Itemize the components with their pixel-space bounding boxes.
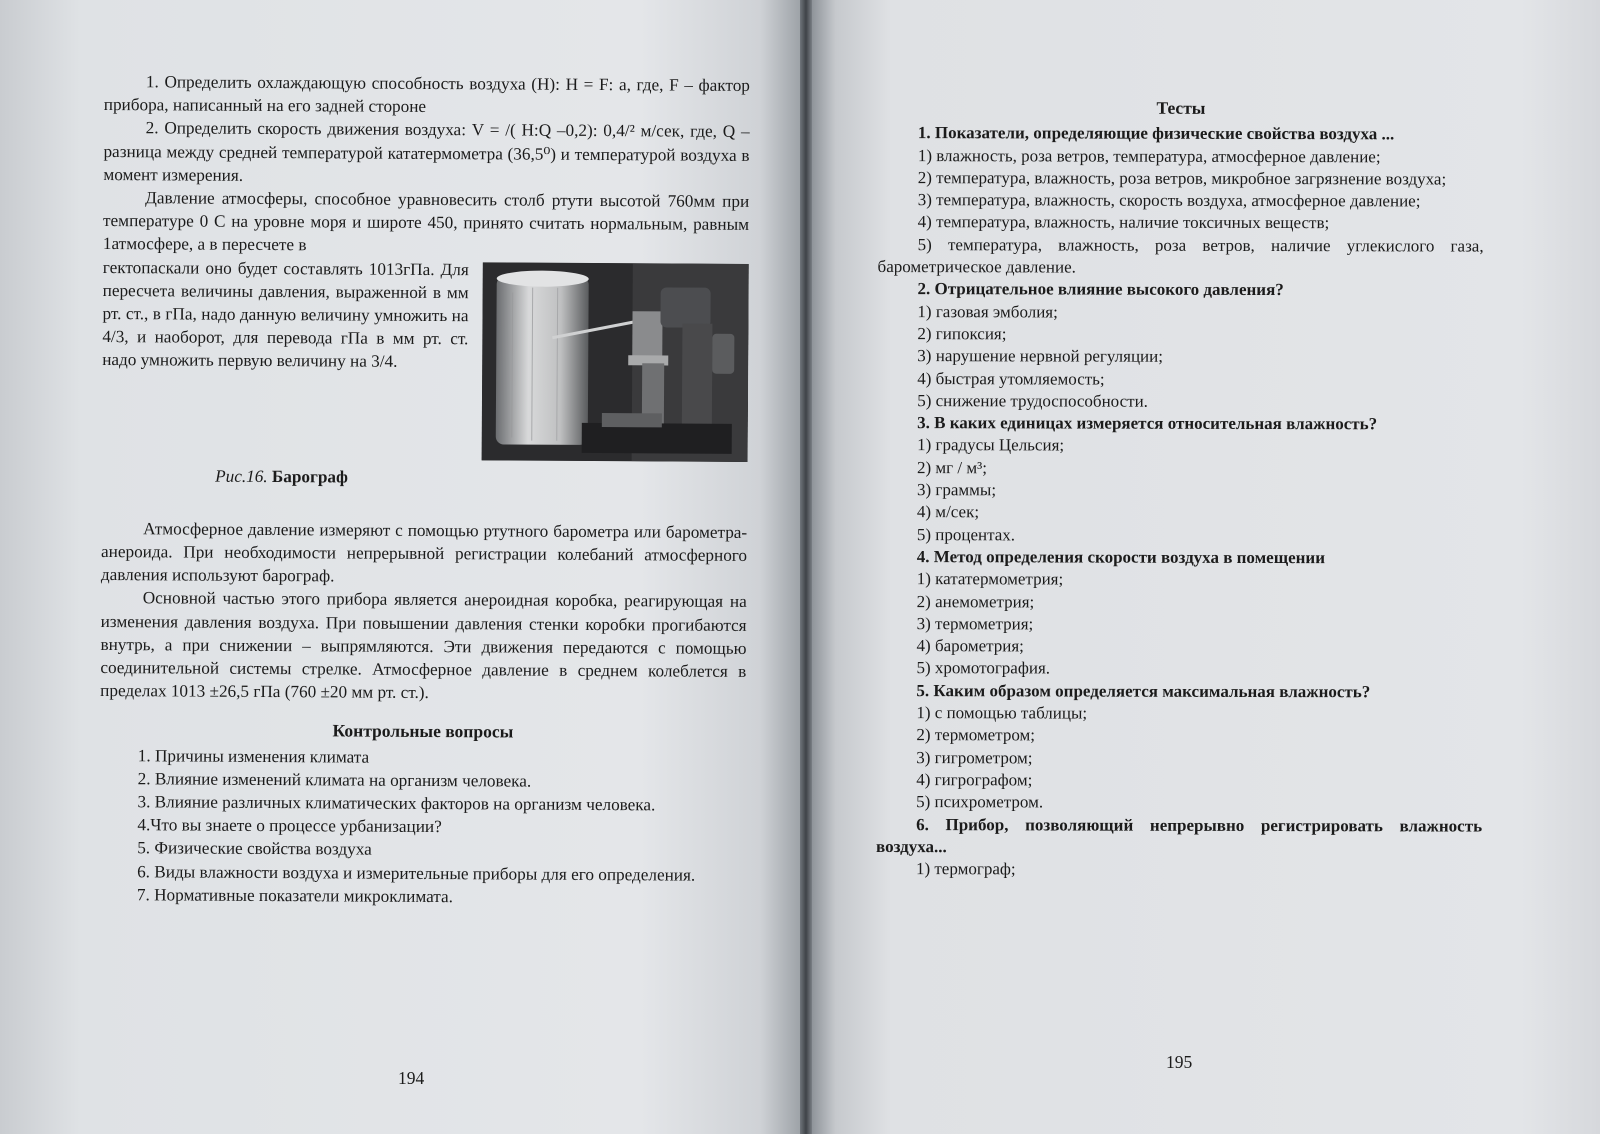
test-answer: 1) с помощью таблицы; [916, 703, 1088, 723]
paragraph: Основной частью этого прибора является анероидная коробка, реагирующая на изменения давления воздуха. При повышении давления стенки коробки прогибаются внутрь, а при снижении – выпрямляются. Эти движения передаются с помощью соединительной системы стрелке. Атмосферное давление в среднем колеблется в пределах 1013 ±26,5 гПа (760 ±20 мм рт. ст.). [100, 588, 747, 703]
test-answer: 5) температура, влажность, роза ветров, наличие углекислого газа, барометрическое давление. [877, 234, 1484, 277]
left-page-text [99, 70, 750, 910]
barograph-image [482, 262, 749, 462]
test-answer: 3) граммы; [916, 480, 997, 500]
list-item: 5. Физические свойства воздуха [137, 838, 372, 860]
test-answer: 2) температура, влажность, роза ветров, микробное загрязнение воздуха; [917, 167, 1447, 189]
tests-title: Тесты [1156, 97, 1206, 118]
list-item: 4.Что вы знаете о процессе урбанизации? [137, 815, 442, 837]
page-number-left: 194 [398, 1068, 425, 1088]
test-question: 4. Метод определения скорости воздуха в помещении [916, 547, 1326, 568]
test-answer: 4) быстрая утомляемость; [917, 368, 1105, 389]
paragraph-wrap: гектопаскали оно будет составлять 1013гПа. Для пересчета величины давления, выраженной в мм рт. ст., в гПа, надо данную величину умножить на 4/3, и наоборот, для перевода гПа в мм рт. ст. надо умножить первую величину на 3/4. [102, 257, 469, 372]
barograph-photo [482, 262, 749, 462]
list-item: 3. Влияние различных климатических факторов на организм человека. [137, 792, 656, 815]
paragraph: Давление атмосферы, способное уравновесить столб ртути высотой 760мм при температуре 0 С на уровне моря и широте 450, принято считать нормальным, равным 1атмосфере, а в пересчете в [102, 188, 750, 255]
figure-caption [101, 464, 461, 489]
test-answer: 1) термограф; [915, 859, 1016, 879]
figure-caption-label: Рис.16. [215, 466, 268, 486]
test-answer: 4) м/сек; [916, 502, 980, 522]
test-question: 2. Отрицательное влияние высокого давления? [917, 279, 1284, 300]
test-question: 1. Показатели, определяющие физические свойства воздуха ... [917, 123, 1395, 144]
test-answer: 1) влажность, роза ветров, температура, атмосферное давление; [917, 145, 1381, 166]
test-answer: 1) градусы Цельсия; [917, 435, 1065, 455]
test-answer: 5) хромотография. [916, 658, 1051, 678]
test-answer: 3) термометрия; [916, 613, 1034, 634]
test-answer: 3) температура, влажность, скорость воздуха, атмосферное давление; [917, 190, 1421, 211]
list-item: 6. Виды влажности воздуха и измерительные приборы для его определения. [137, 861, 696, 885]
page-number-right: 195 [1166, 1052, 1193, 1072]
test-answer: 3) нарушение нервной регуляции; [917, 346, 1164, 367]
test-answer: 1) кататермометрия; [916, 569, 1064, 589]
test-answer: 5) процентах. [916, 524, 1016, 545]
test-answer: 4) гигрографом; [916, 770, 1033, 790]
test-answer: 2) анемометрия; [916, 591, 1035, 611]
list-item: 1. Причины изменения климата [137, 745, 370, 767]
test-answer: 4) барометрия; [916, 636, 1024, 656]
paragraph: 2. Определить скорость движения воздуха: V = /( Н:Q –0,2): 0,4/² м/сек, где, Q – разница между средней температурой кататермометра (36,5⁰) и температурой воздуха в момент измерения. [103, 118, 750, 185]
test-answer: 5) психрометром. [916, 792, 1044, 812]
book-gutter [800, 0, 812, 1134]
test-answer: 2) гипоксия; [917, 324, 1007, 344]
test-question: 5. Каким образом определяется максимальная влажность? [916, 680, 1371, 702]
paragraph: 1. Определить охлаждающую способность воздуха (Н): Н = F: a, где, F – фактор прибора, написанный на его задней стороне [103, 72, 750, 117]
test-answer: 1) газовая эмболия; [917, 301, 1058, 322]
figure-block [101, 256, 749, 521]
test-question: 3. В каких единицах измеряется относительная влажность? [917, 413, 1378, 434]
list-item: 2. Влияние изменений климата на организм человека. [137, 769, 532, 791]
test-answer: 2) термометром; [916, 725, 1036, 745]
figure-caption-title: Барограф [271, 466, 348, 487]
test-answer: 5) снижение трудоспособности. [917, 390, 1148, 411]
right-page-text [876, 96, 1484, 882]
paragraph: Атмосферное давление измеряют с помощью ртутного барометра или барометра-анероида. При необходимости непрерывной регистрации колебаний атмосферного давления используют барограф. [100, 519, 748, 586]
section-title: Контрольные вопросы [332, 720, 514, 742]
list-item: 7. Нормативные показатели микроклимата. [136, 885, 454, 907]
test-answer: 2) мг / м³; [917, 457, 988, 478]
test-question: 6. Прибор, позволяющий непрерывно регистрировать влажность воздуха... [876, 814, 1483, 856]
control-questions-list [99, 744, 746, 910]
test-answer: 4) температура, влажность, наличие токсичных веществ; [917, 212, 1330, 233]
test-answer: 3) гигрометром; [916, 747, 1033, 768]
